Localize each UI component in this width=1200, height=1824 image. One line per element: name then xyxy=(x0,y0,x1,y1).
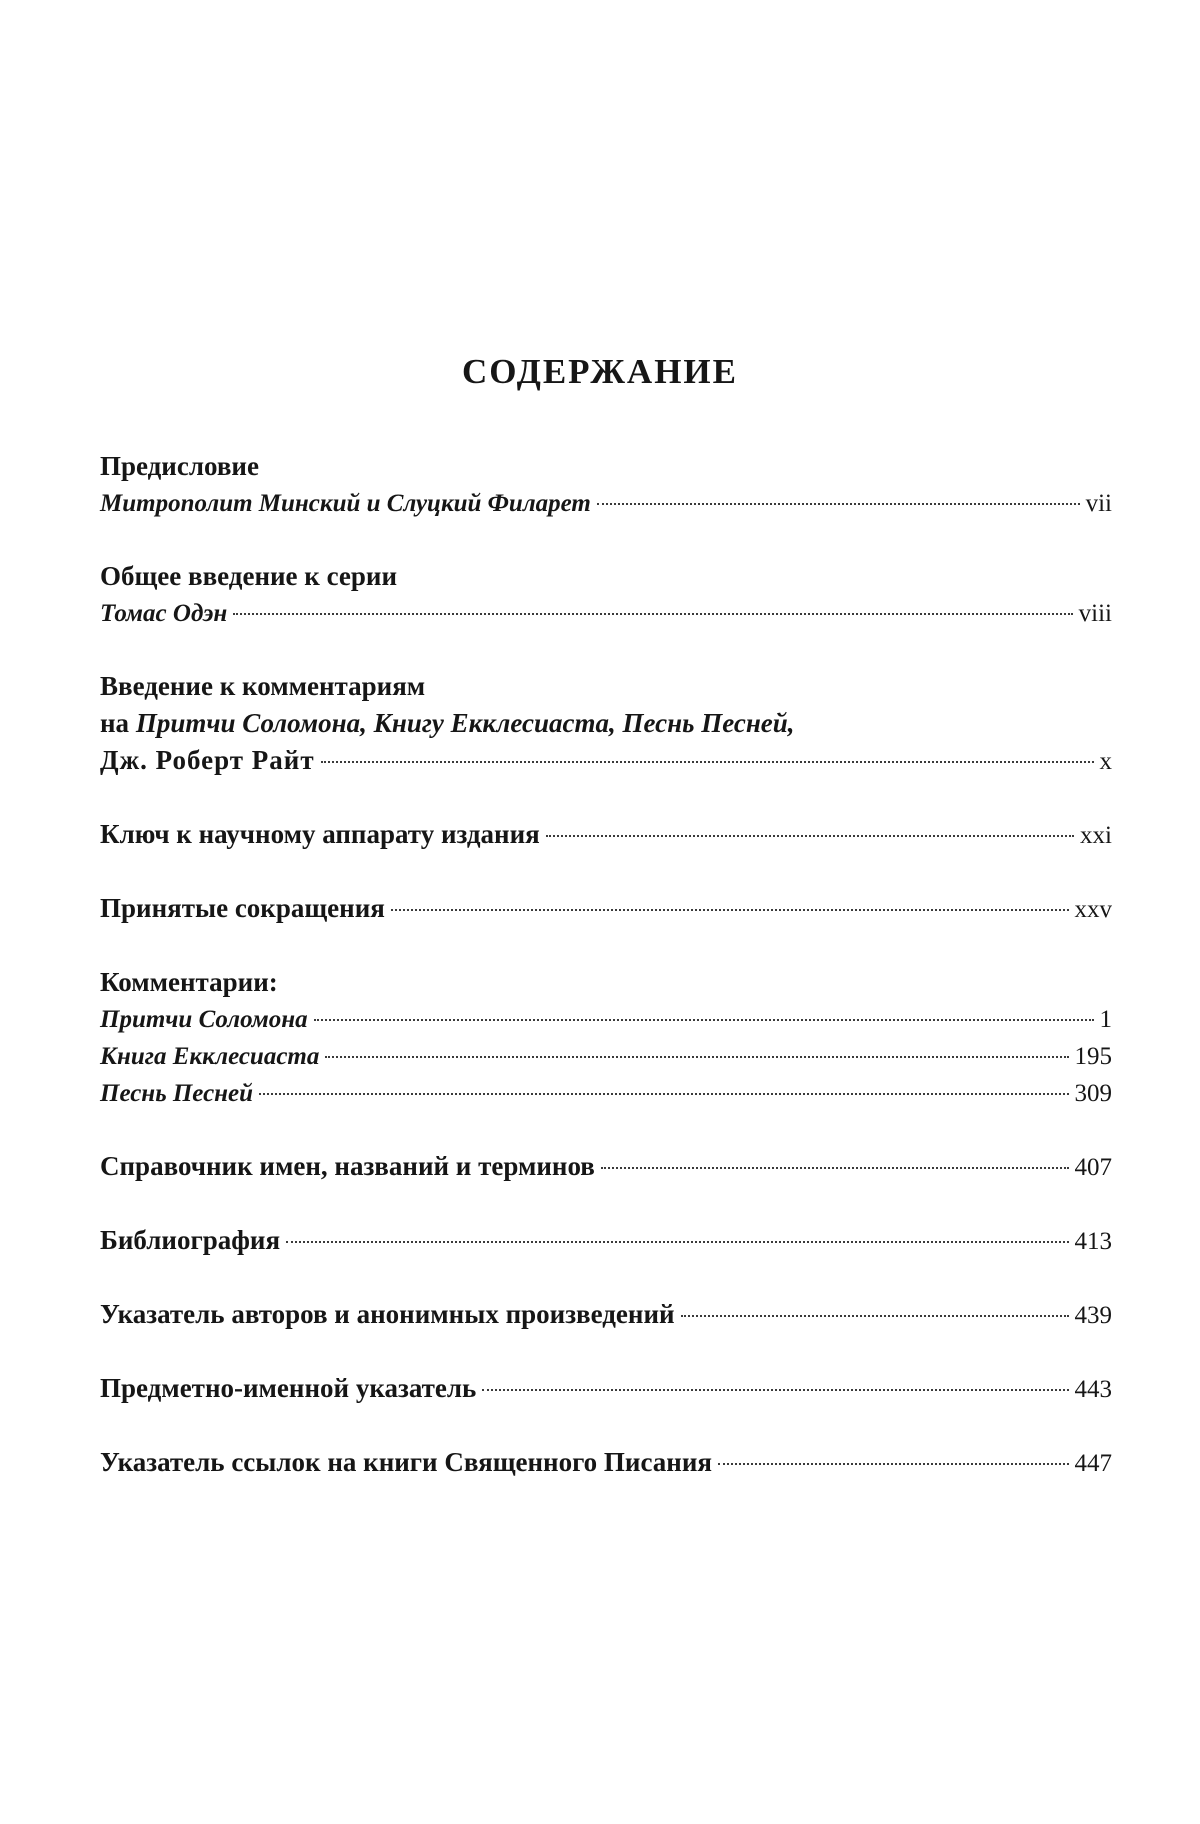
toc-entry-row[interactable] xyxy=(100,1001,1112,1038)
dot-leader xyxy=(321,761,1094,763)
toc-entry-row[interactable] xyxy=(100,890,1112,928)
toc-entry-heading: Введение к комментариям xyxy=(100,671,426,701)
toc-entry-label: Библиография xyxy=(100,1225,281,1255)
toc-entry-label: Указатель ссылок на книги Священного Писания xyxy=(100,1447,713,1477)
dot-leader xyxy=(546,835,1074,837)
toc-entry-author: Митрополит Минский и Слуцкий Филарет xyxy=(100,490,591,517)
toc-entry-bibliography xyxy=(100,1222,1112,1260)
toc-page-number: xxi xyxy=(1080,822,1112,849)
toc-page-number: vii xyxy=(1085,490,1112,517)
toc-page-number: 407 xyxy=(1074,1154,1112,1181)
toc-page-number: 413 xyxy=(1074,1228,1112,1255)
toc-page-number: xxv xyxy=(1074,896,1112,923)
toc-title: СОДЕРЖАНИЕ xyxy=(461,352,738,391)
toc-entry-row[interactable] xyxy=(100,1148,1112,1186)
toc-entry-label: Справочник имен, названий и терминов xyxy=(100,1151,595,1181)
toc-entry-commentary-intro xyxy=(100,668,1112,780)
toc-entry-subheading-prefix: на xyxy=(100,708,136,738)
toc-entry-author: Томас Одэн xyxy=(100,600,228,627)
dot-leader xyxy=(681,1315,1069,1317)
toc-entry-label: Книга Екклесиаста xyxy=(100,1043,320,1070)
toc-entry-subject-index xyxy=(100,1370,1112,1408)
toc-page-number: 1 xyxy=(1099,1006,1112,1033)
toc-entry-key xyxy=(100,816,1112,854)
toc-page-number: viii xyxy=(1078,600,1112,627)
toc-entry-author: Дж. Роберт Райт xyxy=(100,745,315,775)
toc-page-number: 439 xyxy=(1074,1302,1112,1329)
toc-entry-preface xyxy=(100,448,1112,522)
toc-entry-row[interactable] xyxy=(100,485,1112,522)
toc-page-number: 447 xyxy=(1074,1450,1112,1477)
toc-entry-label: Песнь Песней xyxy=(100,1080,254,1107)
toc-entry-row[interactable] xyxy=(100,595,1112,632)
toc-page-number: 309 xyxy=(1074,1080,1112,1107)
toc-entry-label: Предметно-именной указатель xyxy=(100,1373,477,1403)
toc-entry-subheading-books: Притчи Соломона, Книгу Екклесиаста, Песнь Песней, xyxy=(135,708,795,738)
dot-leader xyxy=(718,1463,1068,1465)
dot-leader xyxy=(233,613,1072,615)
dot-leader xyxy=(314,1019,1094,1021)
toc-page-number: 195 xyxy=(1074,1043,1112,1070)
toc-entry-general-intro xyxy=(100,558,1112,632)
toc-entry-row[interactable] xyxy=(100,1222,1112,1260)
toc-entry-commentaries xyxy=(100,964,1112,1112)
toc-entry-row[interactable] xyxy=(100,816,1112,854)
dot-leader xyxy=(259,1093,1068,1095)
toc-entry-heading: Предисловие xyxy=(100,451,259,481)
toc-entry-row[interactable] xyxy=(100,1075,1112,1112)
toc-entry-subheading xyxy=(100,705,1112,742)
toc-entry-row[interactable] xyxy=(100,742,1112,780)
dot-leader xyxy=(601,1167,1069,1169)
toc-page-number: x xyxy=(1099,748,1112,775)
table-of-contents xyxy=(100,448,1112,1518)
toc-entry-row[interactable] xyxy=(100,1370,1112,1408)
toc-entry-label: Указатель авторов и анонимных произведений xyxy=(100,1299,675,1329)
toc-entry-authors-index xyxy=(100,1296,1112,1334)
toc-entry-row[interactable] xyxy=(100,1444,1112,1482)
toc-entry-row[interactable] xyxy=(100,1038,1112,1075)
dot-leader xyxy=(391,909,1069,911)
dot-leader xyxy=(286,1241,1068,1243)
dot-leader xyxy=(597,503,1080,505)
dot-leader xyxy=(482,1389,1068,1391)
toc-entry-handbook xyxy=(100,1148,1112,1186)
toc-entry-label: Принятые сокращения xyxy=(100,893,385,923)
toc-entry-heading: Общее введение к серии xyxy=(100,561,398,591)
toc-page-number: 443 xyxy=(1074,1376,1112,1403)
toc-entry-row[interactable] xyxy=(100,1296,1112,1334)
dot-leader xyxy=(325,1056,1068,1058)
toc-entry-heading: Комментарии: xyxy=(100,967,278,997)
toc-entry-label: Притчи Соломона xyxy=(100,1006,308,1033)
toc-entry-label: Ключ к научному аппарату издания xyxy=(100,819,540,849)
toc-entry-abbreviations xyxy=(100,890,1112,928)
toc-entry-scripture-index xyxy=(100,1444,1112,1482)
